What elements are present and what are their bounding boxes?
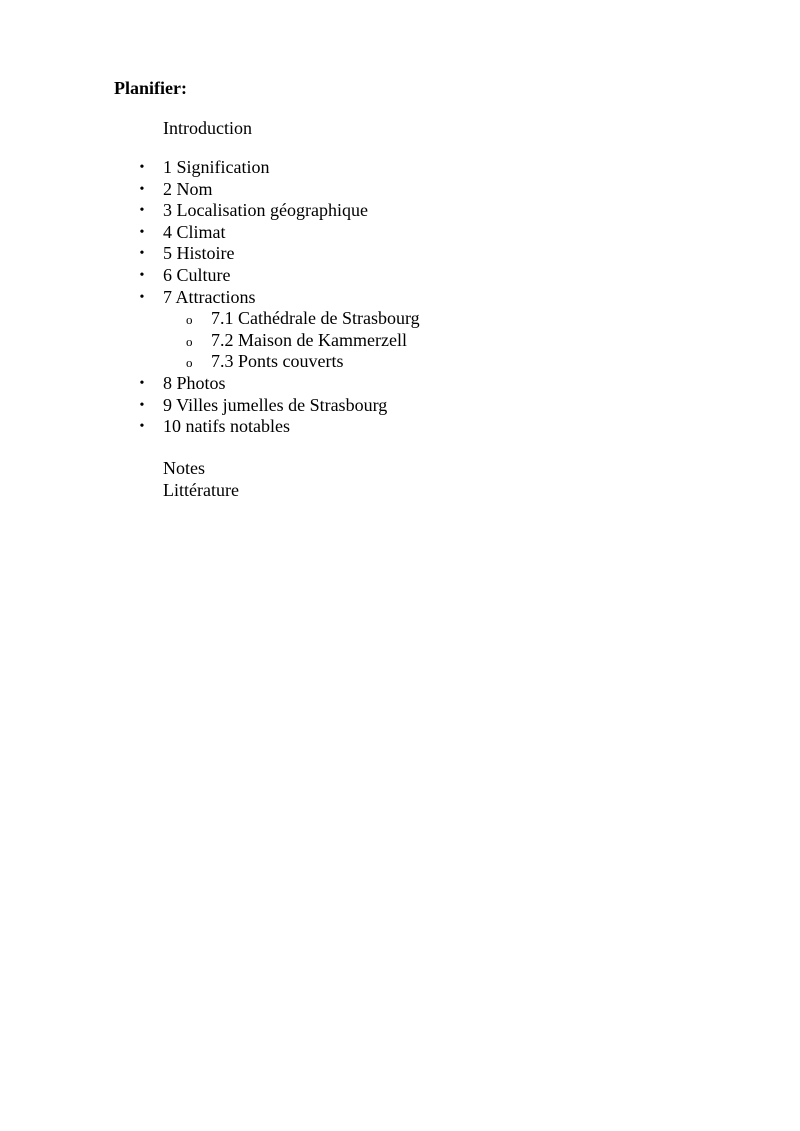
bullet-icon: • bbox=[139, 160, 145, 175]
notes-line: Notes bbox=[163, 458, 205, 478]
toc-item-label: 1 Signification bbox=[163, 157, 270, 177]
bullet-icon: • bbox=[139, 267, 145, 283]
intro-line: Introduction bbox=[163, 118, 252, 138]
toc-item-label: 5 Histoire bbox=[163, 243, 235, 264]
bullet-icon: • bbox=[139, 203, 145, 219]
toc-item-label: 6 Culture bbox=[163, 264, 231, 285]
bullet-icon: • bbox=[139, 419, 145, 435]
toc-item-label: 8 Photos bbox=[163, 372, 226, 393]
circle-bullet-icon: o bbox=[186, 312, 193, 328]
toc-subitem-label: 7.1 Cathédrale de Strasbourg bbox=[211, 308, 420, 329]
toc-subitem-label: 7.2 Maison de Kammerzell bbox=[211, 329, 407, 350]
toc-item-label: 9 Villes jumelles de Strasbourg bbox=[163, 394, 388, 415]
toc-item-label: 3 Localisation géographique bbox=[163, 200, 368, 221]
literature-line: Littérature bbox=[163, 480, 239, 500]
toc-item-label: 2 Nom bbox=[163, 178, 213, 199]
bullet-icon: • bbox=[139, 375, 145, 391]
bullet-icon: • bbox=[139, 289, 145, 305]
bullet-icon: • bbox=[139, 224, 145, 240]
bullet-icon: • bbox=[139, 397, 145, 413]
page-heading: Planifier: bbox=[114, 78, 187, 98]
bullet-icon: • bbox=[139, 181, 145, 197]
toc-subitem-label: 7.3 Ponts couverts bbox=[211, 351, 344, 372]
bullet-icon: • bbox=[139, 246, 145, 262]
toc-item-label: 7 Attractions bbox=[163, 286, 256, 307]
circle-bullet-icon: o bbox=[186, 333, 193, 349]
circle-bullet-icon: o bbox=[186, 355, 193, 371]
toc-item-label: 10 natifs notables bbox=[163, 416, 290, 437]
toc-item-label: 4 Climat bbox=[163, 221, 226, 242]
